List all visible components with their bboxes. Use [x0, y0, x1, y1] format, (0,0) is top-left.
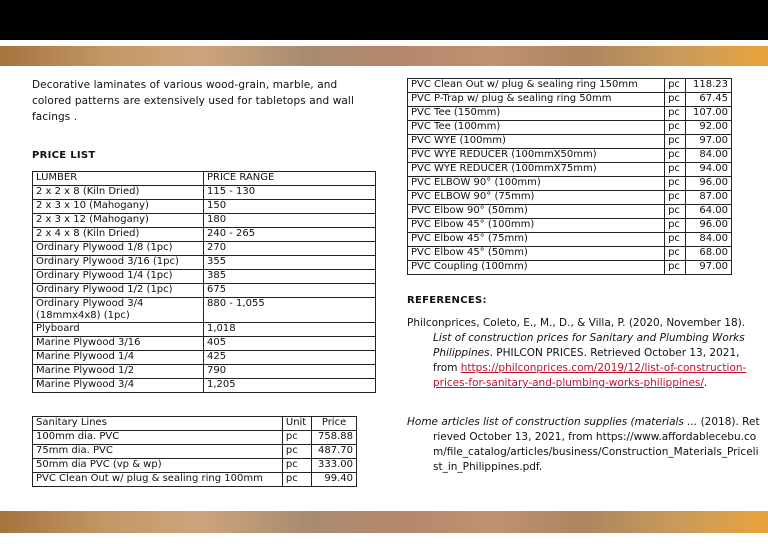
price-cell: 97.00	[685, 135, 731, 149]
top-black-bar	[0, 0, 768, 40]
price-cell: 880 - 1,055	[204, 298, 376, 323]
price-cell: 97.00	[685, 261, 731, 275]
footer-gradient-band	[0, 511, 768, 533]
price-cell: 405	[204, 337, 376, 351]
item-name-cell: 2 x 2 x 8 (Kiln Dried)	[33, 186, 204, 200]
table-row	[33, 431, 357, 445]
table-row	[33, 242, 376, 256]
unit-cell: pc	[665, 93, 686, 107]
ref2-rest: (2018). Retrieved October 13, 2021, from https://www.affordablecebu.com/file_catalog/articles/business/Construction_Materials_Pricelist_in_Philippines.pdf.	[433, 416, 760, 473]
item-name-cell: PVC Clean Out w/ plug & sealing ring 150mm	[408, 79, 665, 93]
ref1-url-link[interactable]: https://philconprices.com/2019/12/list-of-construction-prices-for-sanitary-and-plumbing-works-philippines/	[433, 362, 747, 389]
table-row	[408, 149, 732, 163]
unit-cell: pc	[665, 247, 686, 261]
price-cell: 1,205	[204, 379, 376, 393]
column-header: Unit	[282, 417, 311, 431]
item-name-cell: 2 x 3 x 12 (Mahogany)	[33, 214, 204, 228]
table-row	[33, 445, 357, 459]
column-header: Price	[312, 417, 357, 431]
price-cell: 68.00	[685, 247, 731, 261]
reference-philconprices	[407, 316, 763, 391]
unit-cell: pc	[665, 79, 686, 93]
table-row	[408, 163, 732, 177]
table-row	[408, 233, 732, 247]
unit-cell: pc	[665, 163, 686, 177]
unit-cell: pc	[665, 107, 686, 121]
item-name-cell: Ordinary Plywood 1/8 (1pc)	[33, 242, 204, 256]
price-cell: 84.00	[685, 233, 731, 247]
item-name-cell: 50mm dia PVC (vp & wp)	[33, 459, 283, 473]
table-header-row	[33, 417, 357, 431]
price-cell: 758.88	[312, 431, 357, 445]
price-cell: 270	[204, 242, 376, 256]
item-name-cell: PVC Elbow 45° (100mm)	[408, 219, 665, 233]
price-cell: 118.23	[685, 79, 731, 93]
references-heading: REFERENCES:	[407, 295, 487, 306]
header-gradient-band	[0, 46, 768, 66]
unit-cell: pc	[665, 121, 686, 135]
table-row	[33, 351, 376, 365]
lumber-price-table	[32, 171, 376, 393]
item-name-cell: Marine Plywood 1/2	[33, 365, 204, 379]
price-cell: 87.00	[685, 191, 731, 205]
item-name-cell: PVC Clean Out w/ plug & sealing ring 100mm	[33, 473, 283, 487]
table-row	[33, 270, 376, 284]
item-name-cell: PVC ELBOW 90° (100mm)	[408, 177, 665, 191]
item-name-cell: 75mm dia. PVC	[33, 445, 283, 459]
table-row	[408, 93, 732, 107]
item-name-cell: 2 x 4 x 8 (Kiln Dried)	[33, 228, 204, 242]
unit-cell: pc	[282, 459, 311, 473]
price-cell: 487.70	[312, 445, 357, 459]
item-name-cell: Marine Plywood 3/4	[33, 379, 204, 393]
price-list-heading: PRICE LIST	[32, 150, 96, 161]
table-row	[33, 200, 376, 214]
item-name-cell: PVC Tee (150mm)	[408, 107, 665, 121]
item-name-cell: PVC Elbow 45° (75mm)	[408, 233, 665, 247]
unit-cell: pc	[282, 431, 311, 445]
unit-cell: pc	[282, 445, 311, 459]
table-header-row	[33, 172, 376, 186]
price-cell: 355	[204, 256, 376, 270]
reference-affordablecebu	[407, 415, 763, 475]
unit-cell: pc	[665, 261, 686, 275]
price-cell: 67.45	[685, 93, 731, 107]
table-row	[33, 473, 357, 487]
price-cell: 115 - 130	[204, 186, 376, 200]
item-name-cell: Ordinary Plywood 1/2 (1pc)	[33, 284, 204, 298]
item-name-cell: 2 x 3 x 10 (Mahogany)	[33, 200, 204, 214]
table-row	[33, 337, 376, 351]
item-name-cell: PVC Coupling (100mm)	[408, 261, 665, 275]
item-name-cell: Ordinary Plywood 1/4 (1pc)	[33, 270, 204, 284]
item-name-cell: PVC Elbow 45° (50mm)	[408, 247, 665, 261]
table-row	[33, 284, 376, 298]
table-row	[408, 107, 732, 121]
price-cell: 92.00	[685, 121, 731, 135]
column-header: LUMBER	[33, 172, 204, 186]
table-row	[33, 298, 376, 323]
unit-cell: pc	[665, 149, 686, 163]
item-name-cell: Marine Plywood 1/4	[33, 351, 204, 365]
item-name-cell: Ordinary Plywood 3/16 (1pc)	[33, 256, 204, 270]
item-name-cell: 100mm dia. PVC	[33, 431, 283, 445]
price-cell: 96.00	[685, 219, 731, 233]
item-name-cell: PVC Elbow 90° (50mm)	[408, 205, 665, 219]
table-row	[33, 256, 376, 270]
price-cell: 425	[204, 351, 376, 365]
table-row	[33, 186, 376, 200]
item-name-cell: PVC P-Trap w/ plug & sealing ring 50mm	[408, 93, 665, 107]
table-row	[408, 205, 732, 219]
unit-cell: pc	[665, 135, 686, 149]
price-cell: 1,018	[204, 323, 376, 337]
table-row	[33, 459, 357, 473]
price-cell: 675	[204, 284, 376, 298]
table-row	[408, 79, 732, 93]
price-cell: 107.00	[685, 107, 731, 121]
table-row	[408, 135, 732, 149]
intro-paragraph: Decorative laminates of various wood-grain, marble, and colored patterns are extensively used for tabletops and wall facings .	[32, 79, 354, 123]
unit-cell: pc	[665, 233, 686, 247]
item-name-cell: PVC ELBOW 90° (75mm)	[408, 191, 665, 205]
unit-cell: pc	[665, 177, 686, 191]
ref1-rest: . PHILCON PRICES. Retrieved October 13, 2021, from	[433, 347, 740, 374]
ref1-end: .	[703, 377, 708, 389]
table-row	[408, 177, 732, 191]
unit-cell: pc	[665, 191, 686, 205]
item-name-cell: PVC WYE REDUCER (100mmX75mm)	[408, 163, 665, 177]
pvc-fittings-table	[407, 78, 732, 275]
price-cell: 150	[204, 200, 376, 214]
column-header: PRICE RANGE	[204, 172, 376, 186]
footer-strip	[0, 533, 768, 544]
ref1-authors: Philconprices, Coleto, E., M., D., & Villa, P. (2020, November 18).	[407, 317, 746, 329]
table-row	[408, 191, 732, 205]
item-name-cell: PVC WYE REDUCER (100mmX50mm)	[408, 149, 665, 163]
price-cell: 385	[204, 270, 376, 284]
table-row	[33, 228, 376, 242]
table-row	[33, 214, 376, 228]
ref2-title: Home articles list of construction supplies (materials ...	[407, 416, 698, 428]
price-cell: 180	[204, 214, 376, 228]
price-cell: 96.00	[685, 177, 731, 191]
ref1-title: List of construction prices for Sanitary and Plumbing Works Philippines	[433, 332, 745, 359]
unit-cell: pc	[665, 219, 686, 233]
item-name-cell: PVC Tee (100mm)	[408, 121, 665, 135]
item-name-cell: Plyboard	[33, 323, 204, 337]
unit-cell: pc	[282, 473, 311, 487]
price-cell: 84.00	[685, 149, 731, 163]
table-row	[33, 379, 376, 393]
table-row	[33, 365, 376, 379]
table-row	[408, 247, 732, 261]
table-row	[33, 323, 376, 337]
price-cell: 94.00	[685, 163, 731, 177]
item-name-cell: Marine Plywood 3/16	[33, 337, 204, 351]
unit-cell: pc	[665, 205, 686, 219]
column-header: Sanitary Lines	[33, 417, 283, 431]
table-row	[408, 261, 732, 275]
price-cell: 64.00	[685, 205, 731, 219]
table-row	[408, 121, 732, 135]
item-name-cell: PVC WYE (100mm)	[408, 135, 665, 149]
sanitary-lines-table	[32, 416, 357, 487]
price-cell: 99.40	[312, 473, 357, 487]
price-cell: 790	[204, 365, 376, 379]
table-row	[408, 219, 732, 233]
price-cell: 240 - 265	[204, 228, 376, 242]
item-name-cell: Ordinary Plywood 3/4 (18mmx4x8) (1pc)	[33, 298, 204, 323]
price-cell: 333.00	[312, 459, 357, 473]
